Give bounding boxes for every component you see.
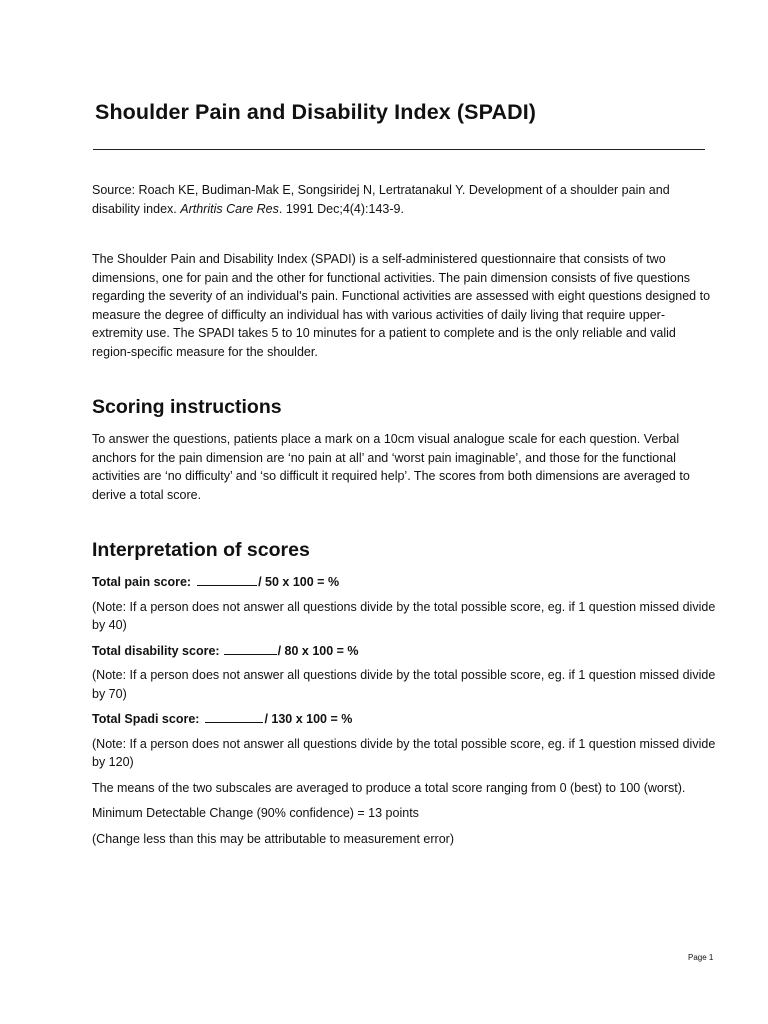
pain-score-note: (Note: If a person does not answer all questions divide by the total possible score, eg. if 1 question missed divide by 40): [92, 599, 716, 632]
disability-score-line: [92, 642, 717, 661]
intro-paragraph: The Shoulder Pain and Disability Index (SPADI) is a self-administered questionnaire that consists of two dimensions, one for pain and the other for functional activities. The pain dimension consists of five questions regarding the severity of an individual's pain. Functional activities are assessed with eight questions designed to measure the degree of difficulty an individual has with various activities of daily living that require upper-extremity use. The SPADI takes 5 to 10 minutes for a patient to complete and is the only reliable and valid region-specific measure for the shoulder.: [92, 252, 711, 359]
disability-score-label: Total disability score:: [92, 643, 220, 658]
pain-score-label: Total pain score:: [92, 575, 192, 589]
source-suffix: . 1991 Dec;4(4):143-9.: [278, 201, 404, 216]
spadi-score-formula: / 130 x 100 = %: [264, 712, 353, 726]
pain-score-line: [92, 573, 717, 592]
scoring-heading: Scoring instructions: [92, 396, 282, 418]
pain-score-formula: / 50 x 100 = %: [258, 575, 340, 589]
interpretation-section: [92, 573, 717, 848]
source-journal: Arthritis Care Res: [180, 201, 279, 216]
spadi-score-line: [92, 710, 717, 729]
page-title: Shoulder Pain and Disability Index (SPADI): [95, 100, 537, 124]
page-number: Page 1: [688, 953, 714, 962]
interpretation-heading: Interpretation of scores: [92, 539, 310, 561]
spadi-score-label: Total Spadi score:: [92, 712, 200, 726]
disability-score-note: (Note: If a person does not answer all questions divide by the total possible score, eg. if 1 question missed divide by 70): [92, 668, 716, 701]
disability-score-blank: [224, 643, 277, 655]
pain-score-blank: [197, 574, 257, 586]
scoring-paragraph: To answer the questions, patients place a mark on a 10cm visual analogue scale for each question. Verbal anchors for the pain dimension are ‘no pain at all’ and ‘worst pain imaginable’, and those for the functional activities are ‘no difficulty’ and ‘so difficult it required help’. The scores from both dimensions are averaged to derive a total score.: [92, 432, 690, 502]
disability-score-formula: / 80 x 100 = %: [277, 643, 359, 658]
mdc-text: Minimum Detectable Change (90% confidence) = 13 points: [92, 806, 419, 820]
source-prefix: Source: Roach KE, Budiman-Mak E, Songsiridej N, Lertratanakul Y. Development of a shoulder pain and disability index.: [92, 183, 670, 216]
change-text: (Change less than this may be attributable to measurement error): [92, 831, 454, 846]
means-text: The means of the two subscales are averaged to produce a total score ranging from 0 (best) to 100 (worst).: [92, 780, 686, 795]
spadi-score-note: (Note: If a person does not answer all questions divide by the total possible score, eg. if 1 question missed divide by 120): [92, 736, 716, 769]
source-citation: [92, 181, 714, 218]
title-divider: [93, 149, 705, 150]
spadi-score-blank: [205, 711, 263, 723]
